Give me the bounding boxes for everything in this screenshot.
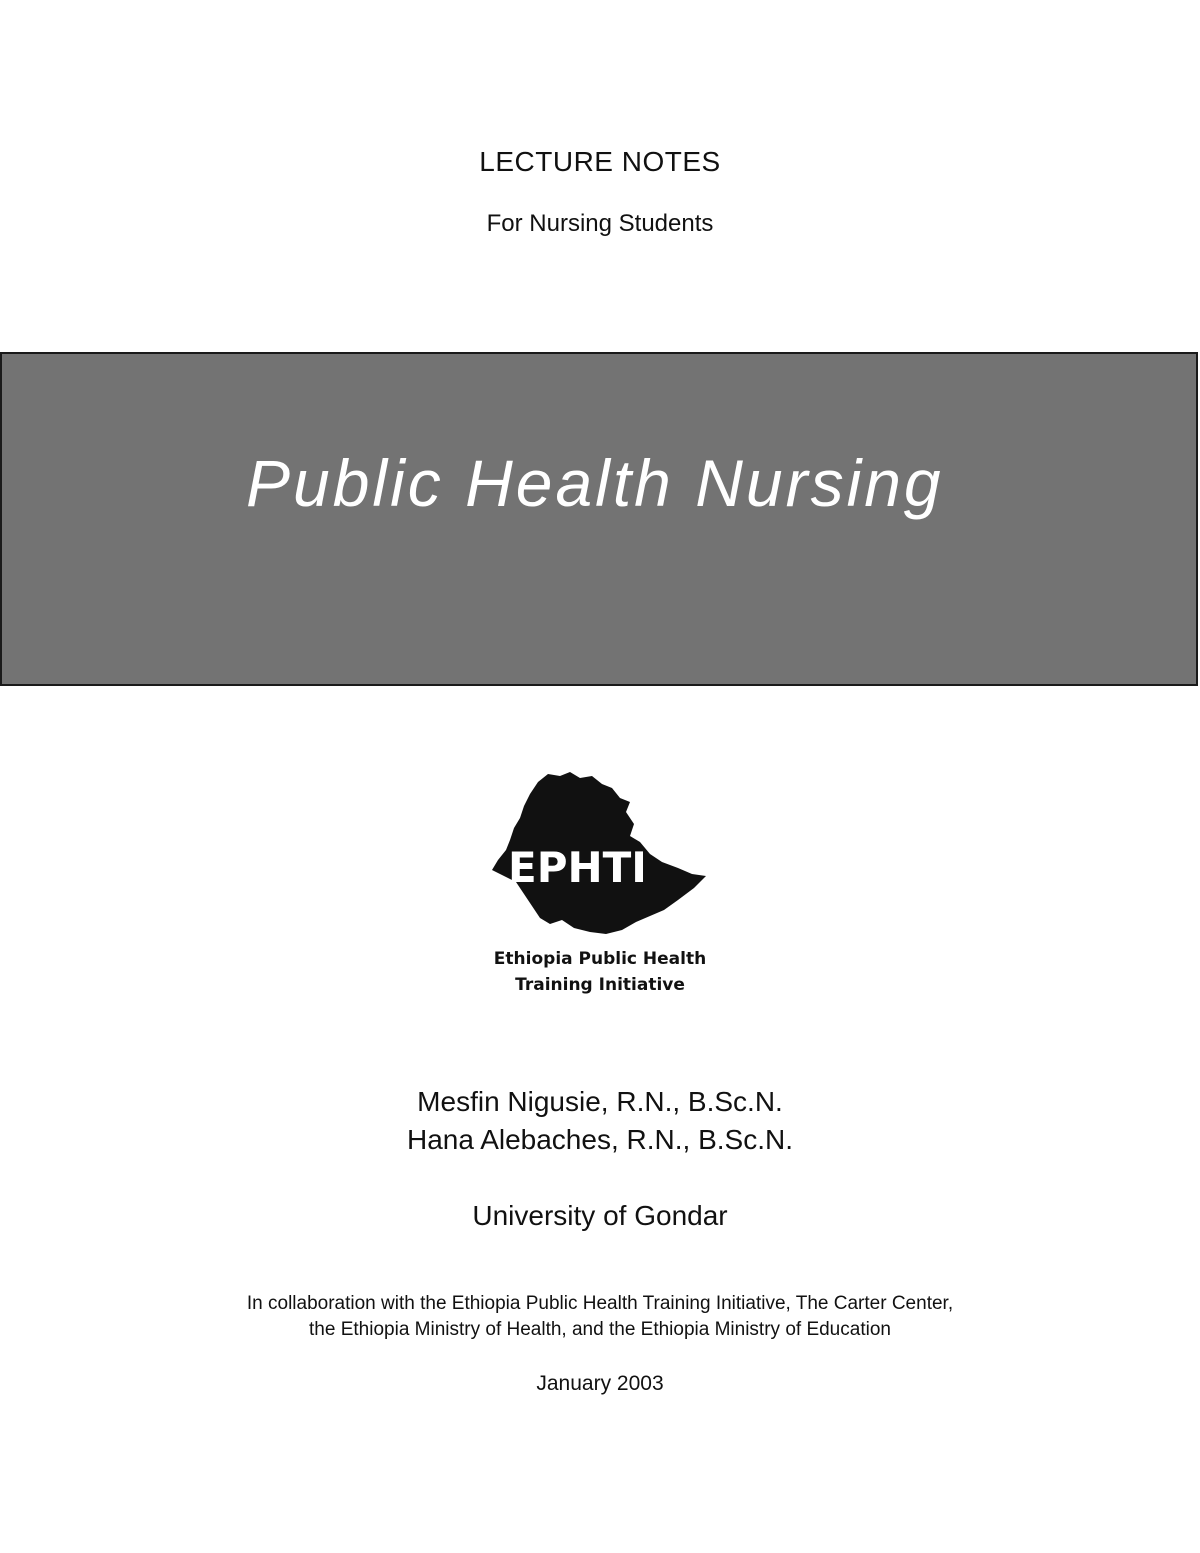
collaboration-line-2: the Ethiopia Ministry of Health, and the Ethiopia Ministry of Education [309,1319,891,1340]
affiliation: University of Gondar [472,1200,728,1231]
collaboration-line-1: In collaboration with the Ethiopia Public Health Training Initiative, The Carter Center, [246,1293,954,1314]
document-title: Public Health Nursing [246,446,944,520]
author-1: Mesfin Nigusie, R.N., B.Sc.N. [417,1086,783,1117]
logo-name-line-2: Training Initiative [515,975,685,995]
logo-name-line-1: Ethiopia Public Health [493,949,707,969]
author-2: Hana Alebaches, R.N., B.Sc.N. [407,1124,793,1155]
publication-date: January 2003 [536,1372,664,1395]
logo-acronym: EPHTI [508,843,647,892]
ethiopia-map-icon [480,764,720,1004]
series-title: LECTURE NOTES [479,146,721,177]
ephti-logo [480,764,720,1004]
audience-subtitle: For Nursing Students [486,210,714,237]
